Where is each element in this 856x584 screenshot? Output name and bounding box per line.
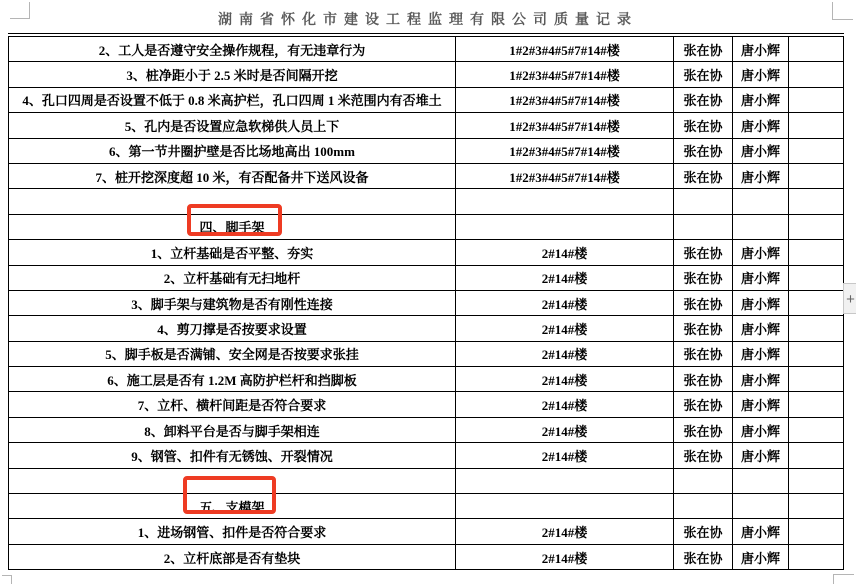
inspector-cell[interactable]: 张在协 [674, 265, 733, 290]
building-cell[interactable]: 2#14#楼 [456, 519, 674, 544]
section-highlight-box-formwork[interactable] [183, 476, 276, 514]
section-header-row [9, 214, 844, 239]
reviewer-cell[interactable]: 唐小辉 [733, 341, 789, 366]
reviewer-cell[interactable]: 唐小辉 [733, 544, 789, 569]
building-cell[interactable]: 1#2#3#4#5#7#14#楼 [456, 163, 674, 188]
building-cell[interactable] [456, 214, 674, 239]
inspector-cell[interactable]: 张在协 [674, 316, 733, 341]
inspector-cell[interactable]: 张在协 [674, 163, 733, 188]
table-row [9, 392, 844, 417]
remark-cell[interactable] [789, 341, 844, 366]
table-row [9, 519, 844, 544]
inspector-cell[interactable]: 张在协 [674, 417, 733, 442]
table-row [9, 367, 844, 392]
remark-cell[interactable] [789, 417, 844, 442]
remark-cell[interactable] [789, 113, 844, 138]
table-row [9, 544, 844, 569]
table-row [9, 316, 844, 341]
inspection-table-body [9, 35, 844, 570]
inspector-cell[interactable]: 张在协 [674, 341, 733, 366]
item-desc-cell[interactable]: 2、工人是否遵守安全操作规程，有无违章行为 [9, 35, 456, 62]
item-desc-cell[interactable]: 五、支模架 [9, 494, 456, 519]
building-cell[interactable]: 1#2#3#4#5#7#14#楼 [456, 113, 674, 138]
inspector-cell[interactable] [674, 214, 733, 239]
table-row [9, 443, 844, 468]
inspector-cell[interactable]: 张在协 [674, 443, 733, 468]
item-desc-cell[interactable]: 四、脚手架 [9, 214, 456, 239]
building-cell[interactable]: 1#2#3#4#5#7#14#楼 [456, 138, 674, 163]
building-cell[interactable]: 2#14#楼 [456, 443, 674, 468]
reviewer-cell[interactable]: 唐小辉 [733, 113, 789, 138]
item-desc-cell[interactable]: 9、钢管、扣件有无锈蚀、开裂情况 [9, 443, 456, 468]
item-desc-cell[interactable]: 2、立杆基础有无扫地杆 [9, 265, 456, 290]
reviewer-cell[interactable]: 唐小辉 [733, 367, 789, 392]
reviewer-cell[interactable]: 唐小辉 [733, 519, 789, 544]
building-cell[interactable]: 2#14#楼 [456, 265, 674, 290]
building-cell[interactable]: 2#14#楼 [456, 341, 674, 366]
section-header-row [9, 494, 844, 519]
inspector-cell[interactable]: 张在协 [674, 87, 733, 112]
remark-cell[interactable] [789, 35, 844, 62]
remark-cell[interactable] [789, 468, 844, 493]
remark-cell[interactable] [789, 87, 844, 112]
inspector-cell[interactable] [674, 494, 733, 519]
remark-cell[interactable] [789, 392, 844, 417]
table-row [9, 87, 844, 112]
table-row [9, 35, 844, 62]
table-row [9, 290, 844, 315]
remark-cell[interactable] [789, 214, 844, 239]
remark-cell[interactable] [789, 519, 844, 544]
inspector-cell[interactable]: 张在协 [674, 392, 733, 417]
reviewer-cell[interactable] [733, 468, 789, 493]
reviewer-cell[interactable]: 唐小辉 [733, 138, 789, 163]
table-insert-plus-button[interactable]: + [843, 283, 856, 314]
remark-cell[interactable] [789, 189, 844, 214]
building-cell[interactable]: 1#2#3#4#5#7#14#楼 [456, 35, 674, 62]
building-cell[interactable]: 2#14#楼 [456, 240, 674, 265]
item-desc-cell[interactable]: 1、立杆基础是否平整、夯实 [9, 240, 456, 265]
inspector-cell[interactable]: 张在协 [674, 544, 733, 569]
reviewer-cell[interactable]: 唐小辉 [733, 443, 789, 468]
inspector-cell[interactable]: 张在协 [674, 62, 733, 87]
building-cell[interactable]: 2#14#楼 [456, 316, 674, 341]
item-desc-cell[interactable]: 4、剪刀撑是否按要求设置 [9, 316, 456, 341]
item-desc-cell[interactable]: 3、脚手架与建筑物是否有刚性连接 [9, 290, 456, 315]
building-cell[interactable]: 2#14#楼 [456, 392, 674, 417]
building-cell[interactable]: 2#14#楼 [456, 417, 674, 442]
building-cell[interactable]: 2#14#楼 [456, 290, 674, 315]
inspector-cell[interactable]: 张在协 [674, 113, 733, 138]
document-title: 湖南省怀化市建设工程监理有限公司质量记录 [218, 13, 638, 28]
reviewer-cell[interactable]: 唐小辉 [733, 240, 789, 265]
table-row [9, 163, 844, 188]
empty-row [9, 468, 844, 493]
item-desc-cell[interactable]: 4、孔口四周是否设置不低于 0.8 米高护栏，孔口四周 1 米范围内有否堆土 [9, 87, 456, 112]
building-cell[interactable]: 1#2#3#4#5#7#14#楼 [456, 62, 674, 87]
remark-cell[interactable] [789, 138, 844, 163]
building-cell[interactable] [456, 494, 674, 519]
inspector-cell[interactable]: 张在协 [674, 240, 733, 265]
building-cell[interactable]: 2#14#楼 [456, 544, 674, 569]
item-desc-cell[interactable]: 2、立杆底部是否有垫块 [9, 544, 456, 569]
remark-cell[interactable] [789, 265, 844, 290]
item-desc-cell[interactable]: 1、进场钢管、扣件是否符合要求 [9, 519, 456, 544]
item-desc-cell[interactable]: 3、桩净距小于 2.5 米时是否间隔开挖 [9, 62, 456, 87]
reviewer-cell[interactable]: 唐小辉 [733, 265, 789, 290]
table-row [9, 417, 844, 442]
reviewer-cell[interactable]: 唐小辉 [733, 35, 789, 62]
table-row [9, 341, 844, 366]
inspector-cell[interactable] [674, 468, 733, 493]
building-cell[interactable]: 1#2#3#4#5#7#14#楼 [456, 87, 674, 112]
item-desc-cell[interactable]: 5、脚手板是否满铺、安全网是否按要求张挂 [9, 341, 456, 366]
reviewer-cell[interactable] [733, 214, 789, 239]
inspector-cell[interactable]: 张在协 [674, 519, 733, 544]
reviewer-cell[interactable]: 唐小辉 [733, 392, 789, 417]
inspector-cell[interactable]: 张在协 [674, 138, 733, 163]
item-desc-cell[interactable]: 6、施工层是否有 1.2M 高防护栏杆和挡脚板 [9, 367, 456, 392]
remark-cell[interactable] [789, 163, 844, 188]
item-desc-cell[interactable]: 5、孔内是否设置应急软梯供人员上下 [9, 113, 456, 138]
building-cell[interactable]: 2#14#楼 [456, 367, 674, 392]
reviewer-cell[interactable]: 唐小辉 [733, 163, 789, 188]
reviewer-cell[interactable]: 唐小辉 [733, 316, 789, 341]
table-row [9, 265, 844, 290]
section-highlight-box-scaffold[interactable] [187, 204, 282, 236]
building-cell[interactable] [456, 189, 674, 214]
reviewer-cell[interactable]: 唐小辉 [733, 417, 789, 442]
reviewer-cell[interactable]: 唐小辉 [733, 87, 789, 112]
table-row [9, 62, 844, 87]
table-row [9, 138, 844, 163]
remark-cell[interactable] [789, 443, 844, 468]
inspector-cell[interactable]: 张在协 [674, 35, 733, 62]
remark-cell[interactable] [789, 367, 844, 392]
building-cell[interactable] [456, 468, 674, 493]
item-desc-cell[interactable]: 6、第一节井圈护壁是否比场地高出 100mm [9, 138, 456, 163]
reviewer-cell[interactable]: 唐小辉 [733, 290, 789, 315]
item-desc-cell[interactable]: 7、立杆、横杆间距是否符合要求 [9, 392, 456, 417]
remark-cell[interactable] [789, 62, 844, 87]
remark-cell[interactable] [789, 544, 844, 569]
reviewer-cell[interactable]: 唐小辉 [733, 62, 789, 87]
remark-cell[interactable] [789, 240, 844, 265]
inspector-cell[interactable]: 张在协 [674, 290, 733, 315]
table-row [9, 113, 844, 138]
remark-cell[interactable] [789, 494, 844, 519]
inspector-cell[interactable] [674, 189, 733, 214]
empty-row [9, 189, 844, 214]
table-row [9, 240, 844, 265]
item-desc-cell[interactable]: 7、桩开挖深度超 10 米，有否配备井下送风设备 [9, 163, 456, 188]
remark-cell[interactable] [789, 316, 844, 341]
inspection-table [8, 33, 844, 570]
inspector-cell[interactable]: 张在协 [674, 367, 733, 392]
reviewer-cell[interactable] [733, 494, 789, 519]
remark-cell[interactable] [789, 290, 844, 315]
item-desc-cell[interactable]: 8、卸料平台是否与脚手架相连 [9, 417, 456, 442]
reviewer-cell[interactable] [733, 189, 789, 214]
